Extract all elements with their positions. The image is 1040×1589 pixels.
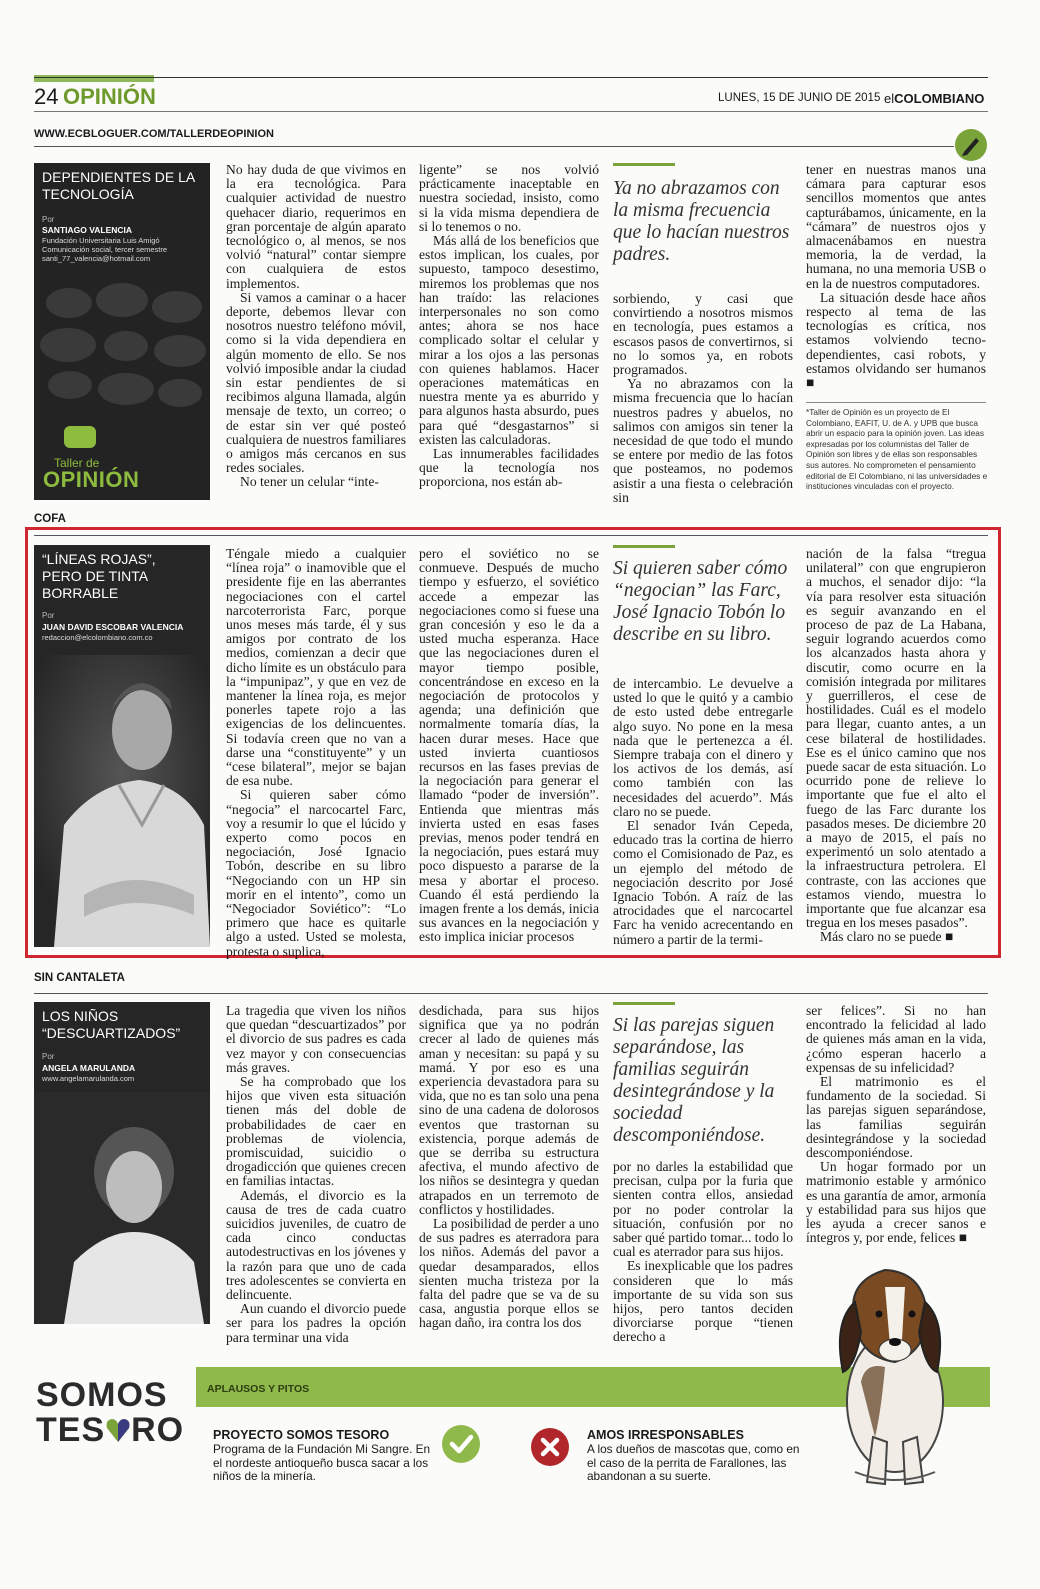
article3-web: www.angelamarulanda.com [42,1074,135,1083]
brand-name: COLOMBIANO [894,91,985,106]
quote-accent-bar [613,1002,675,1005]
logo-part-b: RO [131,1411,185,1449]
section2-rule [34,535,988,536]
paragraph: tener en nuestras manos una cámara para capturar esos sencillos momentos que antes capturábamos, únicamente, en la “cámara” de nuestros ojos y almacenábamos en nuestra memoria, la de verdad, la humana, no una memoria USB o en la de nuestros computadores. [806,162,986,291]
header-bottom-rule [34,111,988,112]
article2-column-3 [613,677,793,947]
article1-column-1 [226,163,406,490]
page-number: 24 [34,84,59,109]
newspaper-brand [884,91,984,106]
article2-column-1 [226,547,406,959]
article2-column-2 [419,547,599,945]
article3-column-4 [806,1004,986,1245]
speech-bubble-decor [154,335,206,367]
paragraph: Si quieren saber cómo “negocia” el narcocartel Farc, voy a resumir lo que el lúcido y experto como pocos en negociación, José Ignacio Tobón, describe en su libro “Negociando con un HP sin morir en el intento”, como un “Negociador Soviético”: “Lo primero que hace es quitarle algo a usted. Usted se molesta, protesta o suplica, [226,787,406,959]
article3-author: ANGELA MARULANDA [42,1063,136,1073]
article3-by: Por [42,1052,55,1061]
paragraph: La posibilidad de perder a uno de sus padres es aterradora para los niños. Además del pavor a quedar desamparados, ellos sienten mucha tristeza por la falta del padre que se va de su casa, angustia porque ellos se hagan daño, ira contra los dos [419,1216,599,1331]
logo-line-2 [36,1412,196,1448]
paragraph: desdichada, para sus hijos significa que ya no podrán crecer al lado de quienes más aman y necesitan: su papá y su mamá. Y por eso es una experiencia devastadora para su vida, que no es tan solo una pena sino de una cadena de dolorosos eventos que trastornan su existencia, porque además de que se derriba su estructura afectiva, el mundo afectivo de los niños se desintegra y quedan atrapados en un terremoto de conflictos y hostilidades. [419,1003,599,1217]
aplausos-label: APLAUSOS Y PITOS [207,1383,310,1395]
dog-illustration [815,1262,975,1492]
article3-column-1 [226,1004,406,1345]
article1-pull-quote: Ya no abrazamos con la misma frecuencia que lo hacían nuestros padres. [613,178,790,265]
header-rule [34,77,988,78]
article1-title: DEPENDIENTES DE LA TECNOLOGÍA [42,169,195,202]
article2-email: redaccion@elcolombiano.com.co [42,633,153,642]
pito-text: A los dueños de mascotas que, como en el caso de la perrita de Farallones, las abandonan a su suerte. [587,1442,800,1483]
issue-date: LUNES, 15 DE JUNIO DE 2015 [718,92,881,104]
paragraph: Se ha comprobado que los hijos que viven esta situación tienen más del doble de probabilidades de caer en problemas de violencia, promiscuidad, suicidio o drogadicción que quienes crecen en familias intactas. [226,1074,406,1189]
speech-bubble-decor [104,331,148,361]
taller-logo-big: OPINIÓN [43,467,140,492]
applause-title: PROYECTO SOMOS TESORO [213,1428,390,1442]
speech-bubble-decor [96,283,148,317]
speech-bubble-decor [152,291,202,323]
pito-title: AMOS IRRESPONSABLES [587,1428,744,1442]
logo-part-a: TES [36,1411,106,1449]
paragraph: El matrimonio es el fundamento de la sociedad. Si las parejas siguen separándose, las familias seguirán desintegrándose y la sociedad descomponiéndose. [806,1074,986,1161]
paragraph: por no darles la estabilidad que precisan, culpa por la furia que sienten contra ellos, ansiedad por no poder controlar la situación, confusión por no saber qué partido tomar... todo lo cual es aterrador para sus hijos. [613,1159,793,1260]
article2-by: Por [42,611,55,620]
speech-bubble-decor [40,328,96,362]
pen-icon [955,129,987,161]
paragraph: No hay duda de que vivimos en la era tecnológica. Para cualquier actividad de nuestro quehacer diario, requerimos en gran porcentaje de algún aparato tecnológico o, al menos, se nos volvió “natural” contar siempre con cualquiera de estos implementos. [226,162,406,291]
article3-title: LOS NIÑOS “DESCUARTIZADOS” [42,1008,181,1041]
article1-by: Por [42,215,55,224]
brand-prefix: el [884,91,895,106]
quote-accent-bar [613,163,675,166]
speech-bubble-decor [158,379,202,407]
footnote-rule [806,402,986,403]
article2-column-4 [806,547,986,945]
article2-author-box [34,545,210,947]
paragraph: Si vamos a caminar o a hacer deporte, debemos llevar con nosotros nuestro teléfono móvil, como si la vida dependiera en algún momento de ello. Se nos volvió imposible andar la ciudad sin estar pendientes de si recibimos alguna llamada, algún mensaje de texto, un correo; o de estar sin ver qué posteó cualquiera de nuestros familiares o amigos más cercanos en sus redes sociales. [226,289,406,476]
author-photo [34,1092,210,1324]
article1-column-2 [419,163,599,490]
author-photo [34,655,210,947]
section-label-sin-cantaleta: SIN CANTALETA [34,972,125,984]
paragraph: ligente” se nos volvió prácticamente inaceptable en nuestra sociedad, insisto, como si la vida misma dependiera de si lo tenemos o no. [419,162,599,234]
article3-column-3 [613,1160,793,1345]
speech-bubble-decor [46,288,92,318]
paragraph: Téngale miedo a cualquier “línea roja” o inamovible que el presidente fije en las aberrantes negociaciones con el cartel narcoterrorista Farc, porque unos meses más tarde, él y sus amigos por contrato de los medios, comienzan a decir que dicho límite es un obstáculo para la “impunipaz”, y que en vez de mantener la línea roja, es mejor ponerles tapete rojo a las exigencias de los delincuentes. Si todavía creen que no van a darse una “constituyente” y un “cese bilateral”, mejor se bajan de esa nube. [226,546,406,789]
article2-author: JUAN DAVID ESCOBAR VALENCIA [42,622,184,632]
article3-pull-quote: Si las parejas siguen separándose, las familias seguirán desintegrándose y la sociedad descomponiéndose. [613,1015,775,1146]
article1-column-4 [806,163,986,390]
paragraph: La tragedia que viven los niños que quedan “descuartizados” por el divorcio de sus padres es cada vez mayor y con consecuencias más graves. [226,1003,406,1075]
section-title: OPINIÓN [63,84,156,109]
paragraph: Es inexplicable que los padres consideren que lo más importante de su vida son sus hijos, pero tantos deciden divorciarse porque “tienen derecho a [613,1258,793,1345]
speech-bubble-decor [48,371,92,399]
article3-column-2 [419,1004,599,1331]
taller-logo-small: Taller de [54,456,100,470]
paragraph: Las innumerables facilidades que la tecnología nos proporciona, nos están ab- [419,446,599,490]
article1-author-box [34,163,210,500]
somos-tesoro-logo [36,1378,196,1448]
article1-column-3 [613,292,793,505]
paragraph: de intercambio. Le devuelve a usted lo que le quitó y a cambio de esto usted debe entregarle algo suyo. No pone en la mesa nada que le pertenezca a él. Siempre trabaja con el dinero y los activos de los demás, así como también con las necesidades del acuerdo”. Más claro no se puede. [613,676,793,819]
article3-author-box [34,1002,210,1324]
paragraph: pero el soviético no se conmueve. Después de mucho tiempo y esfuerzo, el soviético accede a empezar las negociaciones como si fuese una gran concesión y eso le da a usted mucha esperanza. Hace que las negociaciones duren el mayor tiempo posible, concentrándose en exceso en la negociación de protocolos y agenda; una definición que normalmente tomaría días, la hacen durar meses. Hace que usted invierta cuantiosos recursos en las fases previas de la negociación para generar el llamado “poder de inversión”. Entienda que mientras más invierta usted en esas fases previas, menos poder tendrá en la negociación, pues estará muy poco dispuesto a pararse de la mesa y abortar el proceso. Cuando él está perdiendo la imagen frente a los demás, inicia sus avances en la negociación y esto implica iniciar procesos [419,546,599,945]
speech-bubble-decor [98,373,154,405]
paragraph: ser felices”. Si no han encontrado la felicidad al lado de quienes más aman en la vida, ¿cómo esperan hacerlo a expensas de su infelicidad? [806,1003,986,1075]
paragraph: sorbiendo, y casi que convirtiendo a nosotros mismos en tecnología, pues estamos a escasos pasos de convertirnos, si no lo somos ya, en robots programados. [613,291,793,378]
article1-footnote: *Taller de Opinión es un proyecto de El Colombiano, EAFIT, U. de A. y UPB que busca abrir un espacio para la opinión joven. Las ideas expresadas por los columnistas del Taller de Opinión son libres y de ellas son responsables sus autores. No comprometen el pensamiento editorial de El Colombiano, ni las universidades e instituciones vinculadas con el proyecto. [806,407,988,492]
paragraph: No tener un celular “inte- [240,474,379,490]
paragraph: nación de la falsa “tregua unilateral” con que engrupieron a muchos, el senador dijo: “la vía para resolver esta situación es seguir avanzando en el proceso de paz de La Habana, seguir logrando acuerdos como los alcanzados hasta ahora y discutir, como ocurre en la comisión integrada por militares y guerrilleros, el cese de hostilidades. Cuál es el modelo para llegar, cuanto antes, a un cese bilateral de hostilidades. Ese es el único camino que nos puede sacar de esta situación. Lo ocurrido pone de relieve lo importante que fue el alto el fuego de las Farc durante los pasados meses. De diciembre 20 a mayo de 2015, el país no experimentó un solo atentado a la infraestructura petrolera. El contraste, con las acciones que estamos viendo, muestra lo importante que fue alcanzar esa tregua en los meses pasados”. [806,546,986,931]
checkmark-icon [442,1425,480,1463]
quote-accent-bar [613,545,675,548]
article1-bio: Fundación Universitaria Luis Amigó Comunicación social, tercer semestre santi_77_valencia@hotmail.com [42,236,168,263]
paragraph: Además, el divorcio es la causa de tres de cada cuatro suicidios juveniles, de cuatro de cada cinco conductas autodestructivas en los jóvenes y la razón para que uno de cada tres adolescentes se convierta en delincuente. [226,1187,406,1303]
logo-line-1: SOMOS [36,1376,168,1414]
paragraph: Un hogar formado por un matrimonio estable y armónico es una garantía de amor, armonía y estabilidad para sus hijos que les ayuda a crecer sanos e íntegros y, por ende, felices ■ [806,1159,986,1246]
section-label-cofa: COFA [34,513,66,525]
paragraph: Más allá de los beneficios que estos implican, los cuales, por supuesto, tampoco desestimo, miremos los problemas que nos han traído: las relaciones interpersonales no son como antes; ahora se nos hace complicado soltar el celular y mirar a los ojos a las personas con quienes hablamos. Hacer operaciones matemáticas en nuestra mente ya es aburrido y para algunos hasta absurdo, pues para qué “desgastarnos” si existen las calculadoras. [419,233,599,447]
taller-logo-icon [64,426,96,448]
article2-pull-quote: Si quieren saber cómo “negocian” las Farc, José Ignacio Tobón lo describe en su libro. [613,558,788,645]
paragraph: Aun cuando el divorcio puede ser para los padres la opción para terminar una vida [226,1301,406,1345]
taller-url[interactable]: WWW.ECBLOGUER.COM/TALLERDEOPINION [34,128,274,140]
paragraph: El senador Iván Cepeda, educado tras la cortina de hierro como el Comisionado de Paz, es un ejemplo del método de negociación descrito por José Ignacio Tobón. A raíz de las atrocidades que el narcocartel Farc ha venido acrecentando en número a partir de la termi- [613,818,793,947]
section1-rule [34,146,954,147]
paragraph: La situación desde hace años respecto al tema de las tecnologías es crítica, nos estamos volviendo tecno-dependientes, casi robots, y estamos olvidando ser humanos ■ [806,289,986,391]
section3-rule [34,993,988,994]
paragraph: Ya no abrazamos con la misma frecuencia que lo hacían nuestros padres y abuelos, no salimos con amigos sin tener la necesidad de que todo el mundo se entere por medio de las fotos que posteamos, no podemos asistir a una fiesta o celebración sin [613,376,793,505]
heart-icon [105,1415,131,1443]
applause-text: Programa de la Fundación Mi Sangre. En el nordeste antioqueño busca sacar a los niños de la minería. [213,1442,431,1483]
article2-title: “LÍNEAS ROJAS”, PERO DE TINTA BORRABLE [42,551,156,601]
paragraph: Más claro no se puede ■ [820,929,954,945]
article1-author: SANTIAGO VALENCIA [42,225,133,235]
x-icon [531,1428,569,1466]
